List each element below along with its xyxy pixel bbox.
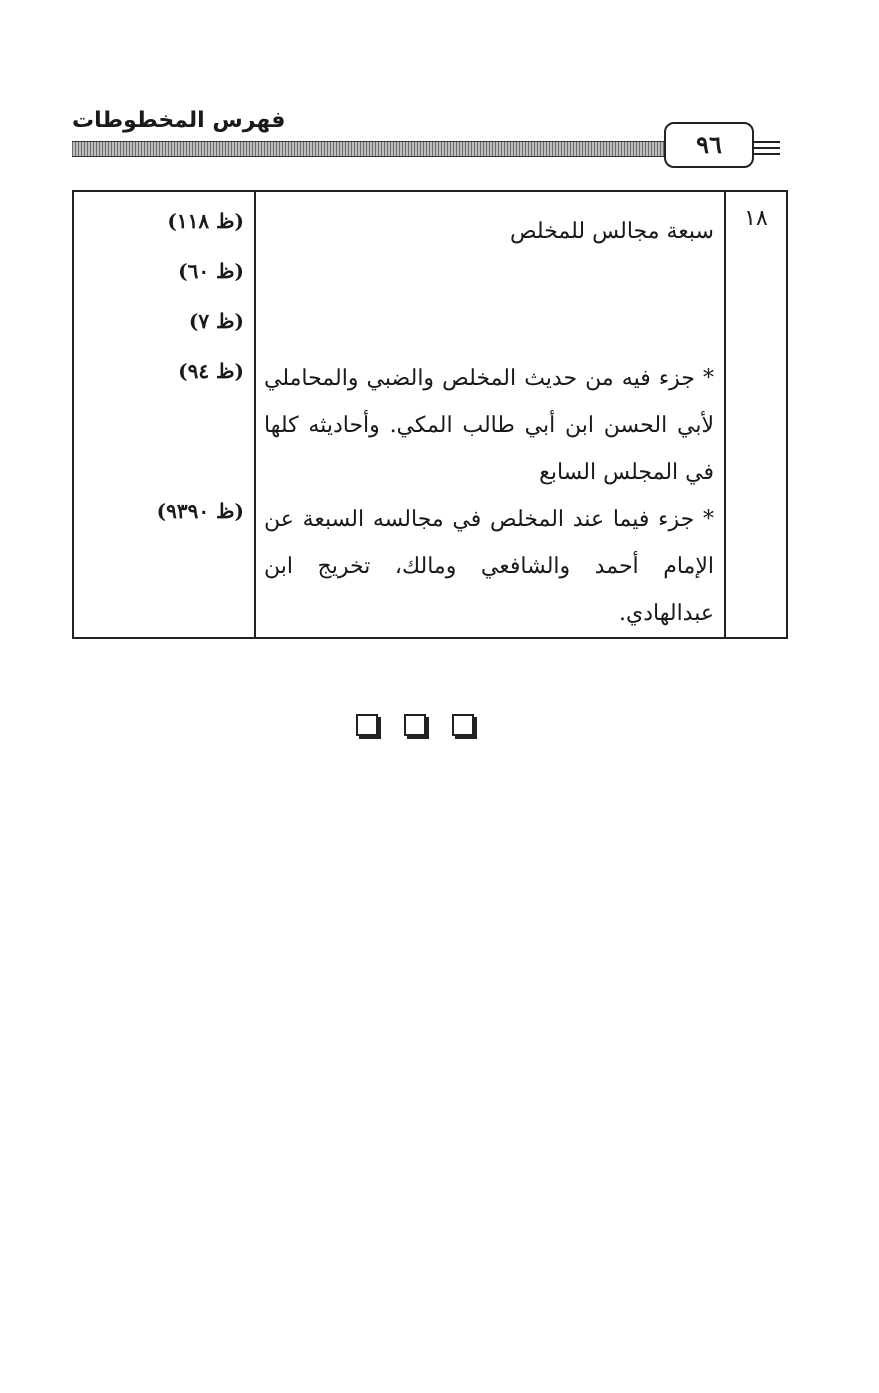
reference-2: (ظ ٦٠) [178, 259, 244, 283]
reference-3: (ظ ٧) [188, 309, 244, 333]
square-box-icon [356, 714, 378, 736]
reference-1: (ظ ١١٨) [167, 209, 244, 233]
row-title-cell [255, 191, 725, 638]
section-end-ornament [356, 714, 486, 740]
row-number: ١٨ [744, 206, 768, 231]
manuscript-table [72, 190, 788, 639]
table-row [73, 191, 787, 638]
reference-5: (ظ ٩٣٩٠) [156, 499, 244, 523]
entry-2: * جزء فيما عند المخلص في مجالسه السبعة عن الإمام أحمد والشافعي ومالك، تخريج ابن عبدالهادي. [264, 507, 714, 626]
header-rule-end [752, 141, 780, 155]
row-number-cell [725, 191, 787, 638]
row-title: سبعة مجالس للمخلص [509, 219, 714, 244]
header-rule [72, 141, 680, 157]
square-box-icon [452, 714, 474, 736]
row-reference-cell [73, 191, 255, 638]
reference-4: (ظ ٩٤) [178, 359, 244, 383]
page-number: ٩٦ [664, 122, 754, 168]
entry-1: * جزء فيه من حديث المخلص والضبي والمحاملي لأبي الحسن ابن أبي طالب المكي. وأحاديثه كلها في المجلس السابع [264, 366, 714, 485]
square-box-icon [404, 714, 426, 736]
header-title: فهرس المخطوطات [72, 108, 286, 133]
